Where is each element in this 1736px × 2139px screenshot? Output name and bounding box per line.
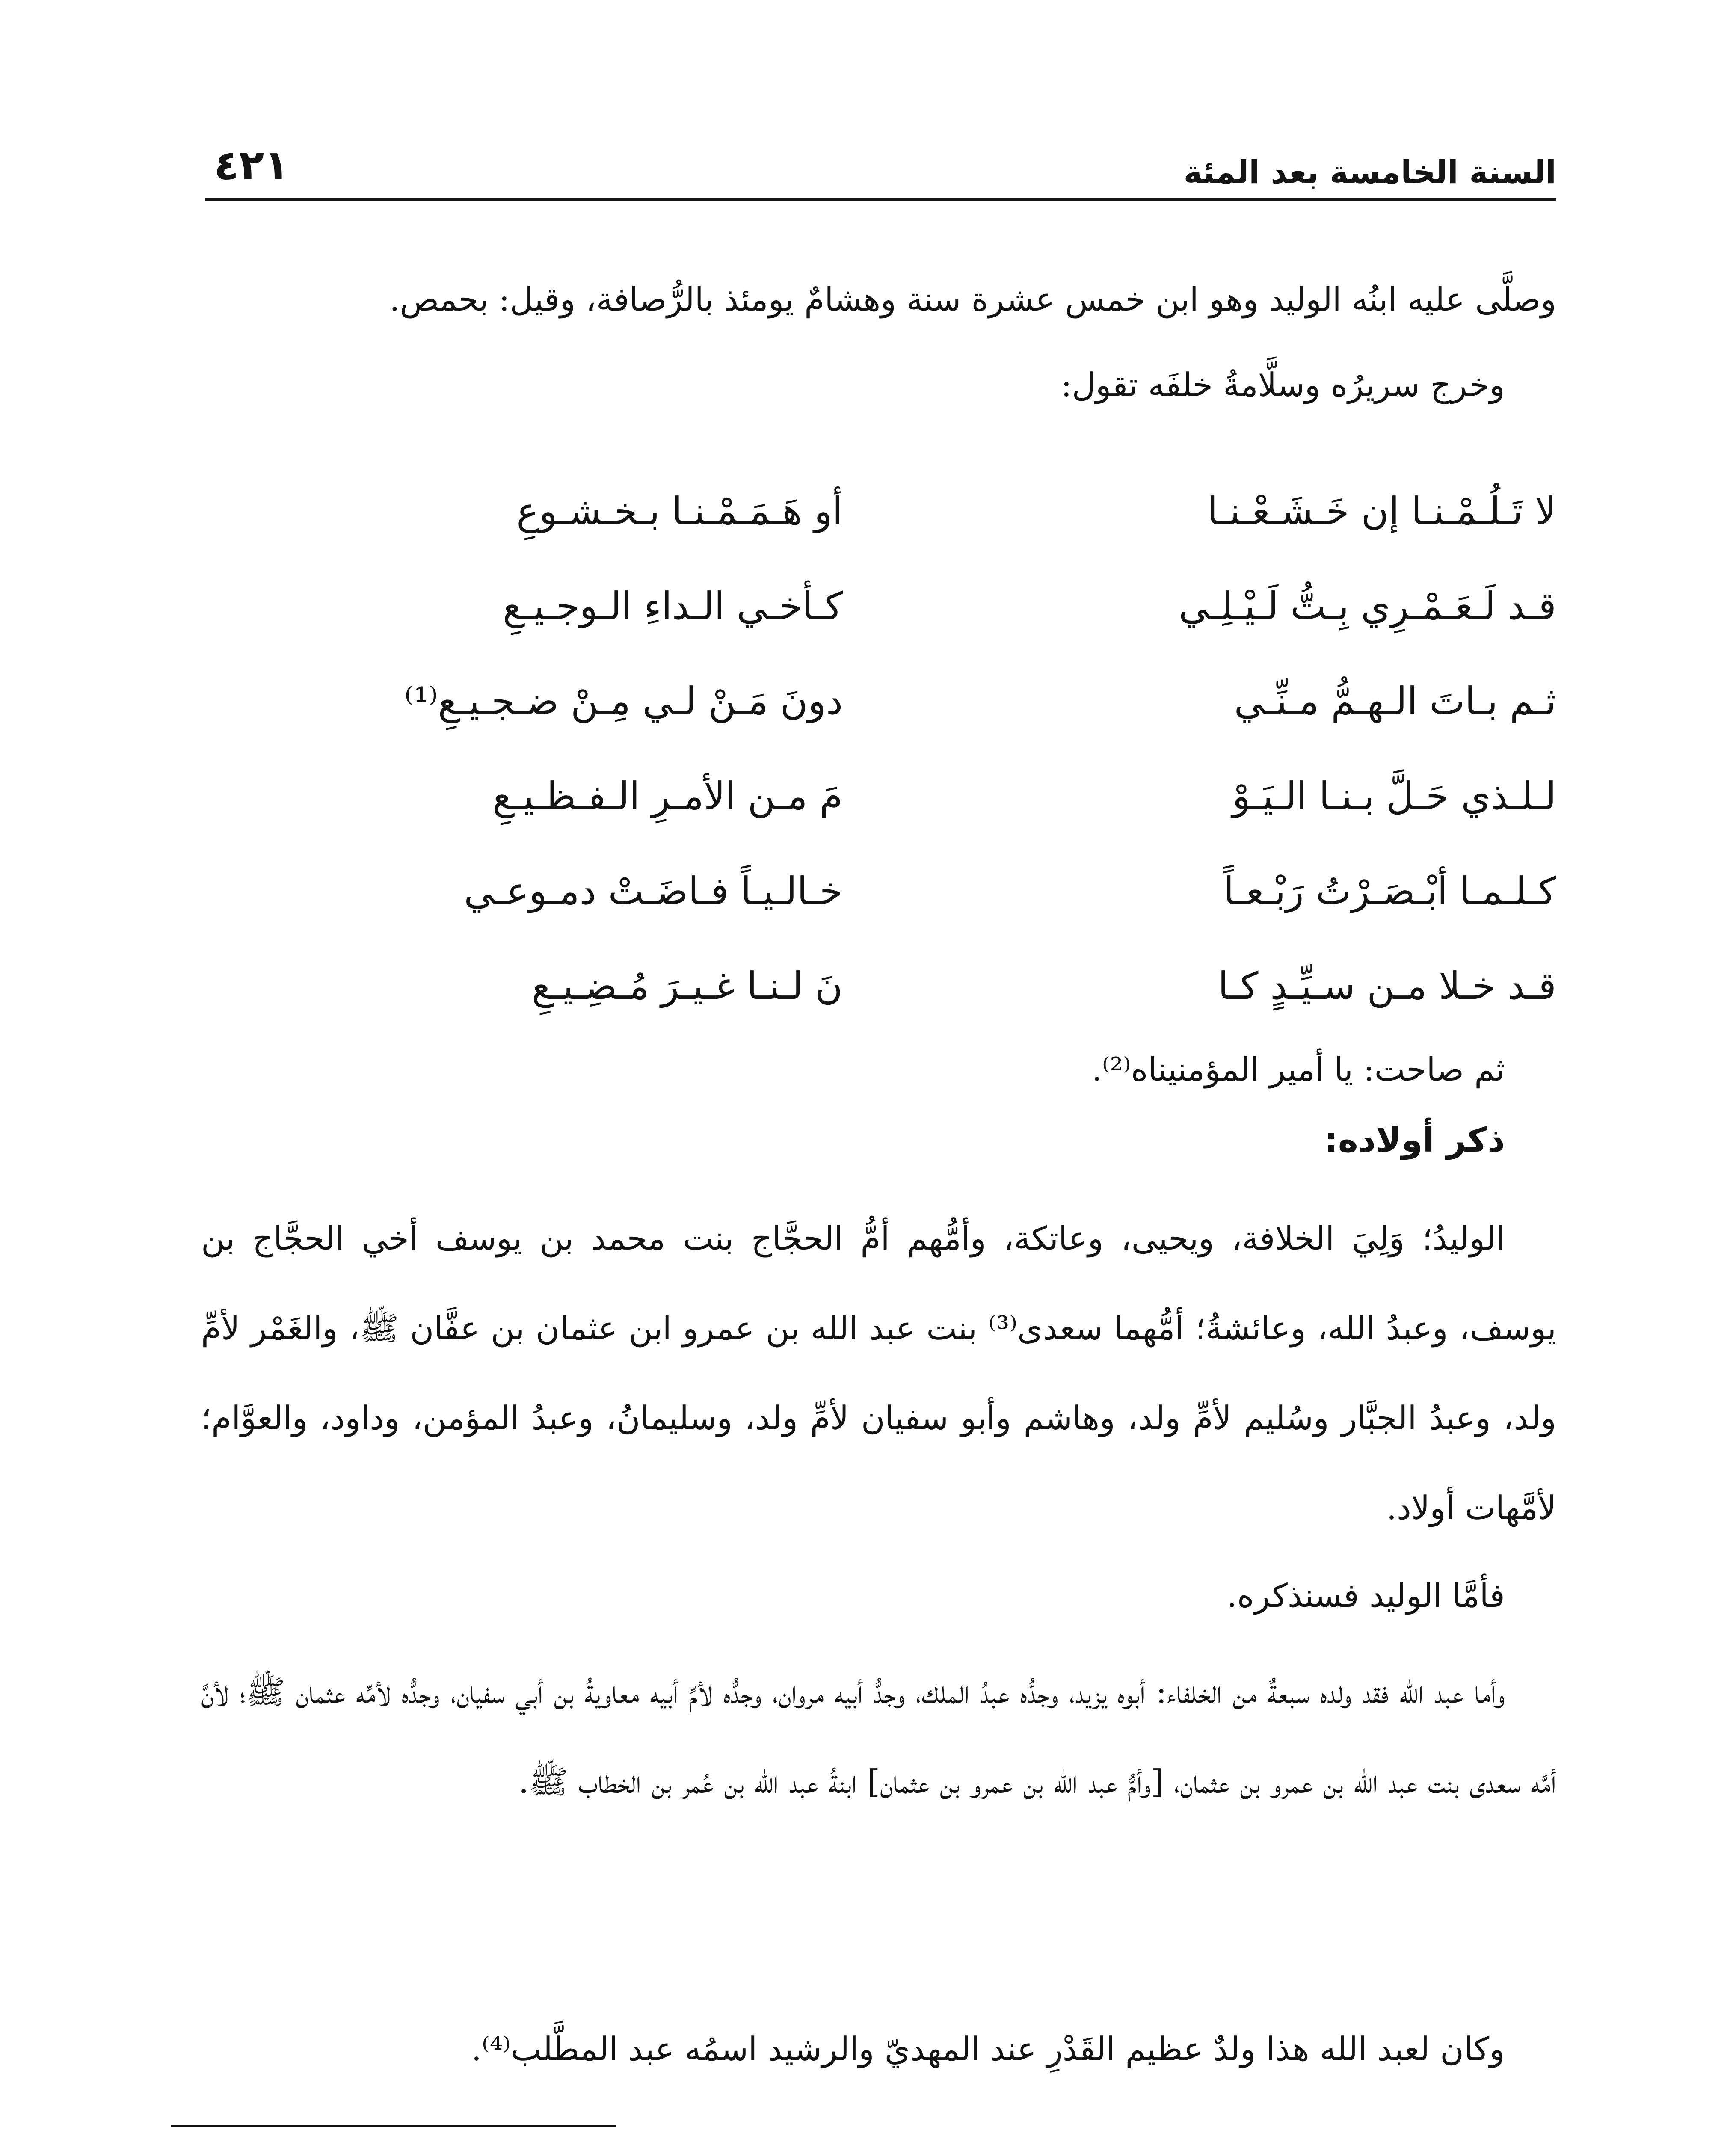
poem-verse bbox=[201, 859, 1556, 954]
intro-line-1: وصلَّى عليه ابنُه الوليد وهو ابن خمس عشرة سنة وهشامٌ يومئذ بالرُّصافة، وقيل: بحمص. bbox=[389, 280, 1556, 318]
verse-second-hemistich: نَ لـنـا غـيـرَ مُـضِـيـعِ bbox=[531, 964, 843, 1008]
paragraph-abdulmuttalib: وكان لعبد الله هذا ولدٌ عظيم القَدْرِ عند المهديّ والرشيد اسمُه عبد المطَّلب⁽⁴⁾. bbox=[471, 2030, 1505, 2068]
poem-verse bbox=[201, 574, 1556, 669]
verse-first-hemistich: قـد خـلا مـن سـيِّـدٍ كـا bbox=[1218, 964, 1556, 1008]
page-header bbox=[205, 124, 1556, 201]
section-heading: ذكر أولاده: bbox=[1324, 1120, 1505, 1160]
verse-first-hemistich: ثـم بـاتَ الـهـمُّ مـنِّـي bbox=[1234, 679, 1556, 723]
footnote-rule bbox=[171, 2125, 616, 2127]
verse-second-hemistich: مَ مـن الأمـرِ الـفـظـيـعِ bbox=[492, 774, 843, 818]
intro-line-2: وخرج سريرُه وسلَّامةُ خلفَه تقول: bbox=[1061, 366, 1505, 404]
verse-second-hemistich: أو هَـمَـمْـنـا بـخـشـوعِ bbox=[516, 489, 843, 533]
after-poem-line: ثم صاحت: يا أمير المؤمنيناه⁽²⁾. bbox=[1091, 1050, 1505, 1088]
header-rule bbox=[205, 198, 1556, 201]
poem-verse bbox=[201, 669, 1556, 764]
abdullah-block bbox=[201, 1647, 1556, 1827]
poem bbox=[201, 479, 1556, 1049]
paragraph-walid-block bbox=[201, 1561, 1556, 1630]
paragraph-abdullah: وأما عبد الله فقد ولده سبعةٌ من الخلفاء: أبوه يزيد، وجدُّه عبدُ الملك، وجدُّ أبيه مروان، وجدُّه لأمِّ أبيه معاويةُ بن أبي سفيان، وجدُّه لأمِّه عثمان ﷺ؛ لأنَّ أمَّه سعدى بنت عبد الله بن عمرو بن عثمان، [وأمُّ عبد الله بن عمرو بن عثمان] ابنةُ عبد الله بن عُمر بن الخطاب ﷺ. bbox=[201, 1673, 1556, 1801]
verse-first-hemistich: قـد لَـعَـمْـرِي بِـتُّ لَـيْـلِـي bbox=[1179, 584, 1556, 628]
children-list-block bbox=[201, 1194, 1556, 1553]
verse-second-hemistich: خـالـيـاً فـاضَـتْ دمـوعـي bbox=[464, 869, 843, 913]
abdulmuttalib-block bbox=[201, 2011, 1556, 2088]
poem-verse bbox=[201, 479, 1556, 574]
paragraph-children: الوليدُ؛ وَلِيَ الخلافة، ويحيى، وعاتكة، وأمُّهم أمُّ الحجَّاج بنت محمد بن يوسف أخي الحجَّاج بن يوسف، وعبدُ الله، وعائشةُ؛ أمُّهما سعدى⁽³⁾ بنت عبد الله بن عمرو ابن عثمان بن عفَّان ﷺ، والغَمْر لأمِّ ولد، وعبدُ الجبَّار وسُليم لأمِّ ولد، وهاشم وأبو سفيان لأمِّ ولد، وسليمانُ، وعبدُ المؤمن، وداود، والعوَّام؛ لأمَّهات أولاد. bbox=[201, 1219, 1556, 1527]
intro-block bbox=[201, 257, 1556, 428]
after-poem-block bbox=[201, 1035, 1556, 1104]
verse-first-hemistich: لـلـذي حَـلَّ بـنـا الـيَـوْ bbox=[1232, 774, 1556, 818]
poem-verse bbox=[201, 954, 1556, 1049]
paragraph-walid: فأمَّا الوليد فسنذكره. bbox=[1226, 1576, 1505, 1615]
verse-second-hemistich: دونَ مَـنْ لـي مِـنْ ضـجـيـعِ⁽¹⁾ bbox=[404, 679, 843, 723]
poem-verse bbox=[201, 764, 1556, 859]
verse-first-hemistich: كـلـمـا أبْـصَـرْتُ رَبْـعـاً bbox=[1223, 869, 1556, 913]
verse-second-hemistich: كـأخـي الـداءِ الـوجـيـعِ bbox=[503, 584, 843, 628]
running-head: السنة الخامسة بعد المئة bbox=[1183, 154, 1556, 191]
page-number: ٤٢١ bbox=[214, 141, 289, 189]
section-heading-block bbox=[201, 1106, 1556, 1174]
verse-first-hemistich: لا تَـلُـمْـنـا إن خَـشَـعْـنـا bbox=[1207, 489, 1556, 533]
